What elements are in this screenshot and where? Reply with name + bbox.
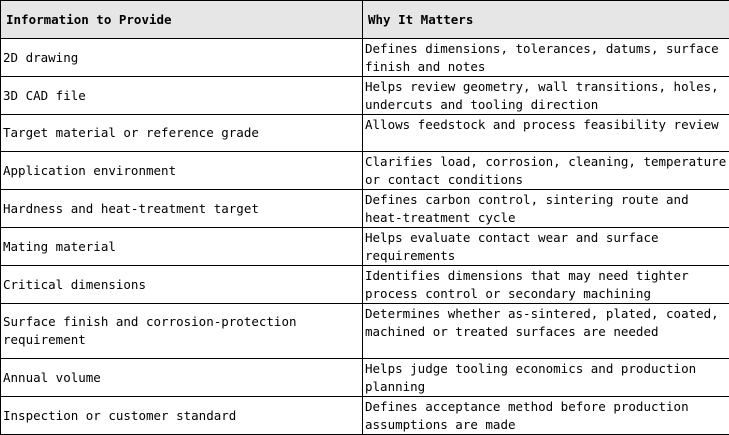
table-row bbox=[1, 77, 729, 115]
table-row bbox=[1, 228, 729, 266]
info-cell: Mating material bbox=[1, 228, 363, 266]
info-cell: Critical dimensions bbox=[1, 266, 363, 304]
why-cell: Helps review geometry, wall transitions, holes, undercuts and tooling direction bbox=[363, 77, 729, 115]
info-cell: Application environment bbox=[1, 152, 363, 190]
header-why-it-matters: Why It Matters bbox=[363, 1, 729, 39]
why-cell: Helps evaluate contact wear and surface requirements bbox=[363, 228, 729, 266]
why-cell: Allows feedstock and process feasibility review bbox=[363, 115, 729, 152]
why-cell: Defines carbon control, sintering route and heat-treatment cycle bbox=[363, 190, 729, 228]
why-cell: Determines whether as-sintered, plated, coated, machined or treated surfaces are needed bbox=[363, 304, 729, 359]
info-cell: Annual volume bbox=[1, 359, 363, 397]
info-cell: Inspection or customer standard bbox=[1, 397, 363, 435]
info-cell: Hardness and heat-treatment target bbox=[1, 190, 363, 228]
table-row bbox=[1, 152, 729, 190]
why-cell: Helps judge tooling economics and production planning bbox=[363, 359, 729, 397]
info-cell: 3D CAD file bbox=[1, 77, 363, 115]
info-cell: Surface finish and corrosion-protection requirement bbox=[1, 304, 363, 359]
info-cell: Target material or reference grade bbox=[1, 115, 363, 152]
table-row bbox=[1, 190, 729, 228]
header-information-to-provide: Information to Provide bbox=[1, 1, 363, 39]
table-row bbox=[1, 359, 729, 397]
why-cell: Clarifies load, corrosion, cleaning, temperature or contact conditions bbox=[363, 152, 729, 190]
table-row bbox=[1, 304, 729, 359]
why-cell: Defines acceptance method before production assumptions are made bbox=[363, 397, 729, 435]
why-cell: Identifies dimensions that may need tighter process control or secondary machining bbox=[363, 266, 729, 304]
why-cell: Defines dimensions, tolerances, datums, surface finish and notes bbox=[363, 39, 729, 77]
table-row bbox=[1, 39, 729, 77]
info-cell: 2D drawing bbox=[1, 39, 363, 77]
table-row bbox=[1, 266, 729, 304]
table-header-row bbox=[1, 1, 729, 39]
table-row bbox=[1, 397, 729, 435]
table-row bbox=[1, 115, 729, 152]
